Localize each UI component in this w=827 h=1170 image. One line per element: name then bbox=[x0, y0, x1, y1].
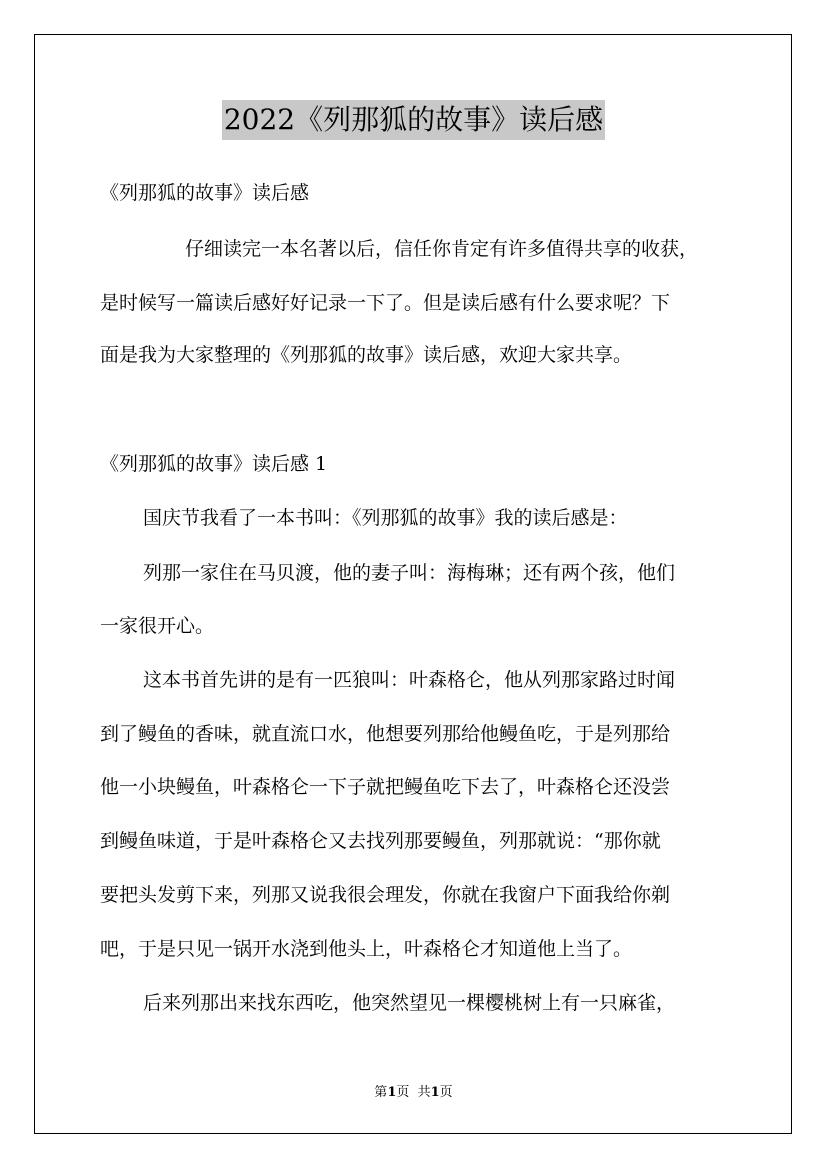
body-line-8: 要把头发剪下来，列那又说我很会理发，你就在我窗户下面我给你剃 bbox=[100, 884, 671, 906]
intro-line-3: 面是我为大家整理的《列那狐的故事》读后感，欢迎大家共享。 bbox=[100, 344, 633, 366]
page-footer bbox=[0, 1084, 827, 1102]
body-line-7: 到鳗鱼味道，于是叶森格仑又去找列那要鳗鱼，列那就说：“那你就 bbox=[100, 830, 661, 852]
title-container bbox=[0, 100, 827, 140]
body-line-2: 列那一家住在马贝渡，他的妻子叫：海梅琳；还有两个孩，他们 bbox=[143, 562, 676, 584]
intro-line-2: 是时候写一篇读后感好好记录一下了。但是读后感有什么要求呢？下 bbox=[100, 292, 671, 314]
section-heading: 《列那狐的故事》读后感 1 bbox=[100, 453, 328, 475]
document-title: 2022《列那狐的故事》读后感 bbox=[222, 100, 605, 140]
footer-page-suffix: 页 bbox=[439, 1085, 453, 1100]
body-line-6: 他一小块鳗鱼，叶森格仑一下子就把鳗鱼吃下去了，叶森格仑还没尝 bbox=[100, 776, 671, 798]
body-line-9: 吧，于是只见一锅开水浇到他头上，叶森格仑才知道他上当了。 bbox=[100, 938, 633, 960]
footer-page-prefix: 第 bbox=[374, 1085, 388, 1100]
footer-page-current: 1 bbox=[387, 1085, 397, 1100]
body-line-4: 这本书首先讲的是有一匹狼叫：叶森格仑，他从列那家路过时闻 bbox=[143, 669, 676, 691]
intro-line-1: 仔细读完一本名著以后，信任你肯定有许多值得共享的收获， bbox=[185, 238, 699, 260]
body-line-5: 到了鳗鱼的香味，就直流口水，他想要列那给他鳗鱼吃，于是列那给 bbox=[100, 723, 671, 745]
body-line-10: 后来列那出来找东西吃，他突然望见一棵樱桃树上有一只麻雀， bbox=[143, 992, 676, 1014]
body-line-3: 一家很开心。 bbox=[100, 615, 215, 637]
document-subtitle: 《列那狐的故事》读后感 bbox=[100, 182, 310, 204]
footer-page-mid: 页 共 bbox=[396, 1085, 431, 1100]
footer-page-total: 1 bbox=[430, 1085, 440, 1100]
body-line-1: 国庆节我看了一本书叫：《列那狐的故事》我的读后感是： bbox=[143, 507, 628, 529]
